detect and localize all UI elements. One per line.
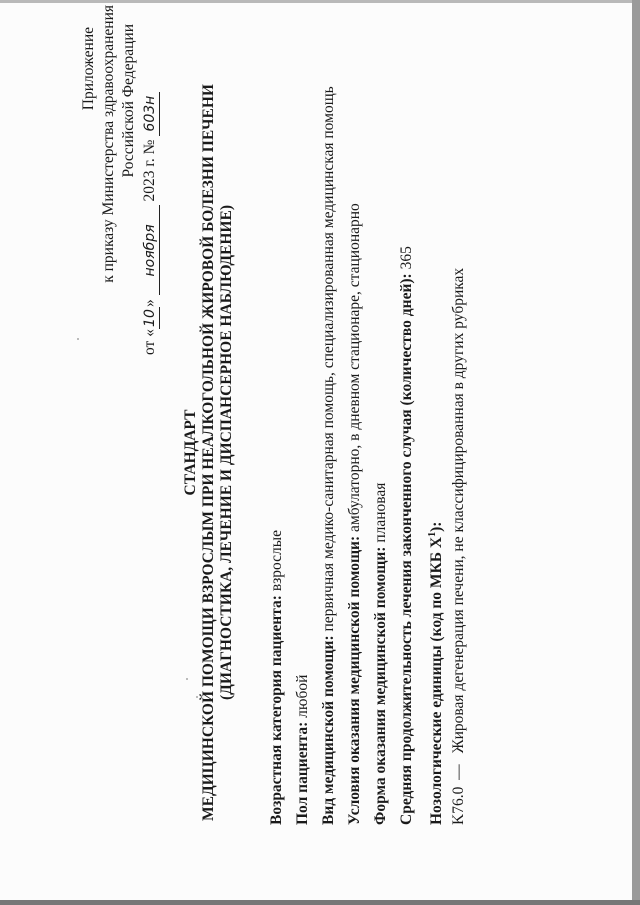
field-care-conditions [346,203,364,825]
nosology-footnote-mark: 1 [427,531,438,537]
date-day-handwritten: 10 [141,307,160,329]
nosology-label: Нозологические единицы (код по МКБ X [428,536,446,825]
date-mid: » [141,299,158,308]
field-label: Вид медицинской помощи: [320,635,337,825]
field-label: Форма оказания медицинской помощи: [372,546,389,825]
field-label: Возрастная категория пациента: [268,595,285,825]
field-age-category [268,530,286,825]
field-value: амбулаторно, в дневном стационаре, стационарно [346,203,363,536]
field-sex [294,675,312,825]
nosology-row [450,268,468,825]
federation-line: Российской Федерации [120,24,137,178]
standard-subtitle-1: МЕДИЦИНСКОЙ ПОМОЩИ ВЗРОСЛЫМ ПРИ НЕАЛКОГОЛЬНОЙ ЖИРОВОЙ БОЛЕЗНИ ПЕЧЕНИ [200,84,217,822]
standard-subtitle-2: (ДИАГНОСТИКА, ЛЕЧЕНИЕ И ДИСПАНСЕРНОЕ НАБЛЮДЕНИЕ) [218,205,235,700]
field-label: Условия оказания медицинской помощи: [346,535,363,825]
field-value: 365 [398,246,415,274]
icd-description: Жировая дегенерация печени, не классифицированная в других рубриках [450,267,467,754]
icd-dash: — [450,764,467,780]
date-month-handwritten: ноября [141,205,160,295]
field-care-type [320,86,338,825]
order-line: к приказу Министерства здравоохранения [100,5,117,283]
field-care-form [372,483,390,825]
nosology-label-end: ): [428,521,446,532]
annex-label: Приложение [80,27,97,111]
field-duration [398,246,416,825]
field-value: любой [294,674,311,722]
order-number-handwritten: 603н [141,92,160,136]
date-prefix: от « [141,329,158,355]
standard-title: СТАНДАРТ [182,409,199,496]
field-value: первичная медико-санитарная помощь, специализированная медицинская помощь [320,86,337,636]
field-label: Пол пациента: [294,721,311,825]
icd-code: K76.0 [450,786,467,825]
order-date-line [141,92,160,355]
field-value: плановая [372,482,389,547]
date-year: 2023 г. № [141,139,158,202]
nosology-heading [424,522,446,825]
field-label: Средняя продолжительность лечения законченного случая (количество дней): [398,273,415,825]
field-value: взрослые [268,529,285,596]
